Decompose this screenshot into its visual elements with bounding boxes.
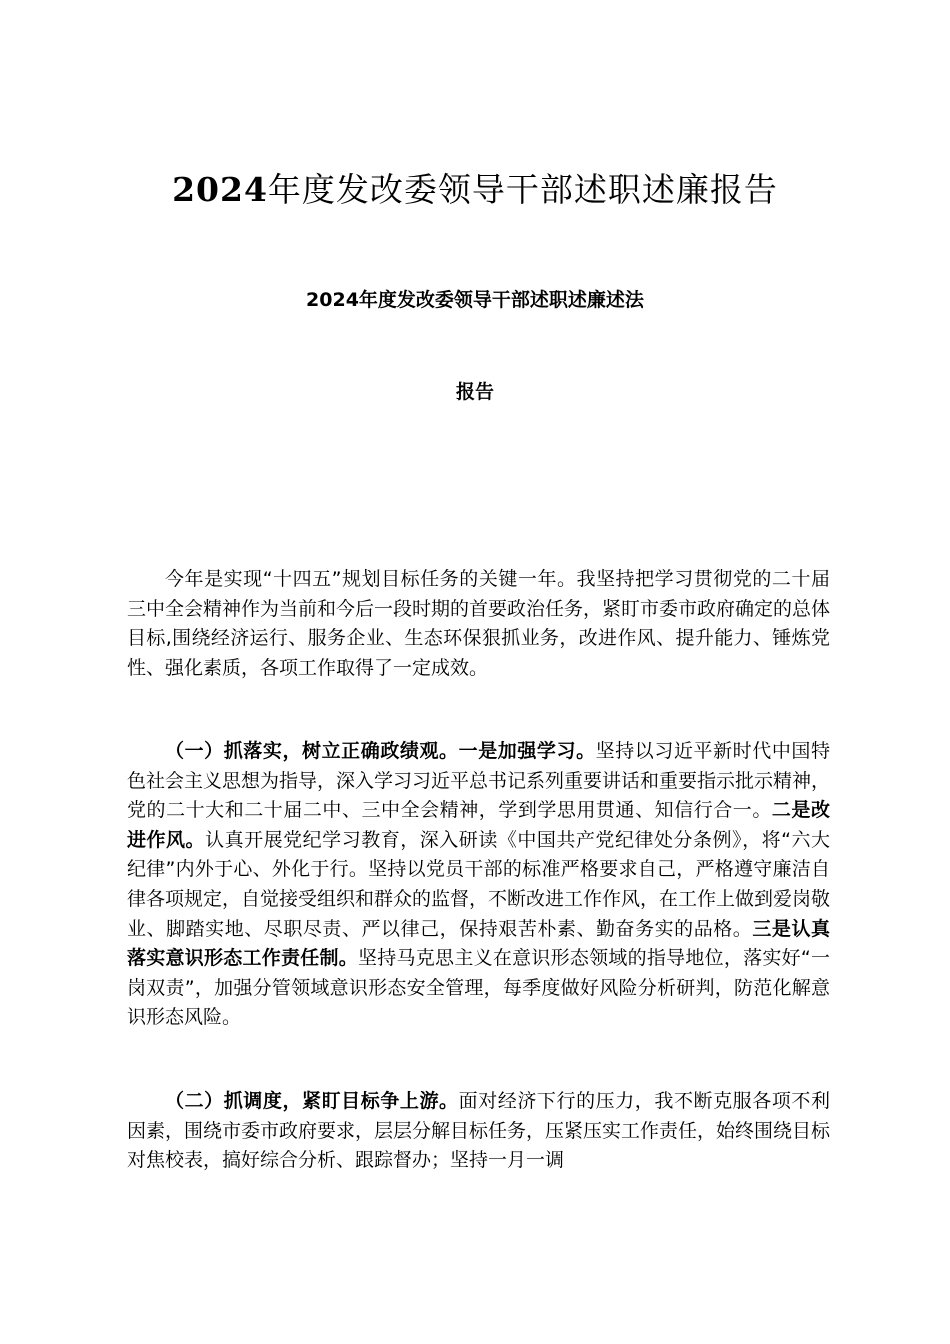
bold-heading-run: （二）抓调度，紧盯目标争上游。 [165,1090,459,1112]
text-run: 认真开展党纪学习教育，深入研读《中国共产党纪律处分条例》，将“六大纪律”内外于心、外化于行。坚持以党员干部的标准严格要求自己，严格遵守廉洁自律各项规定，自觉接受组织和群众的监督，不断改进工作作风，在工作上做到爱岗敬业、脚踏实地、尽职尽责、严以律己，保持艰苦朴素、勤奋务实的品格。 [127,828,831,940]
text-run: 今年是实现“十四五”规划目标任务的关键一年。我坚持把学习贯彻党的二十届三中全会精神作为当前和今后一段时期的首要政治任务，紧盯市委市政府确定的总体目标,围绕经济运行、服务企业、生态环保狠抓业务，改进作风、提升能力、锤炼党性、强化素质，各项工作取得了一定成效。 [127,568,831,679]
bold-heading-run: 二是改进作风。 [127,799,830,851]
paragraph-section-1 [127,737,830,1033]
report-subtitle-line-2: 报告 [455,381,494,403]
text-run: 坚持马克思主义在意识形态领域的指导地位，落实好“一岗双责”，加强分管领域意识形态安全管理，每季度做好风险分析研判，防范化解意识形态风险。 [127,947,830,1029]
title-text: 年度发改委领导干部述职述廉报告 [267,170,778,209]
text-run: 坚持以习近平新时代中国特色社会主义思想为指导，深入学习习近平总书记系列重要讲话和重要指示批示精神，党的二十大和二十届二中、三中全会精神，学到学思用贯通、知信行合一。 [127,740,831,822]
bold-heading-run: 一是加强学习。 [458,740,596,762]
title-year: 2024 [172,170,268,209]
text-run: 面对经济下行的压力，我不断克服各项不利因素，围绕市委市政府要求，层层分解目标任务，压紧压实工作责任，始终围绕目标对焦校表，搞好综合分析、跟踪督办；坚持一月一调 [127,1090,830,1172]
bold-heading-run: （一）抓落实，树立正确政绩观。 [165,740,459,762]
report-subtitle-line-1: 2024年度发改委领导干部述职述廉述法 [306,289,644,311]
paragraph-section-2 [127,1087,830,1176]
paragraph-intro [127,565,830,683]
document-title [0,166,950,214]
bold-heading-run: 三是认真落实意识形态工作责任制。 [127,917,830,970]
